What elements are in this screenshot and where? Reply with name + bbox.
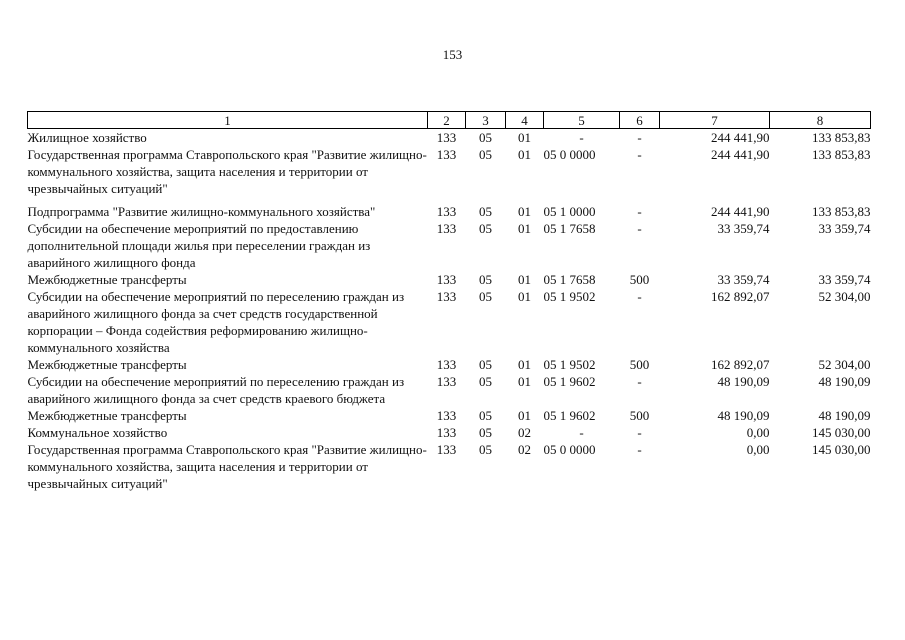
cell-amount-7: 162 892,07	[711, 289, 770, 304]
cell-expense-type: -	[637, 221, 642, 236]
row-name: Государственная программа Ставропольского края "Развитие жилищно-коммунального хозяйства, защита населения и территории от чрезвычайных ситуаций"	[27, 442, 427, 491]
cell-amount-8: 145 030,00	[812, 442, 871, 457]
cell-section: 05	[479, 425, 492, 440]
cell-amount-7: 33 359,74	[717, 272, 770, 287]
column-header: 8	[770, 112, 871, 129]
cell-subsection: 01	[518, 204, 531, 219]
table-row	[28, 288, 871, 356]
table-row	[28, 373, 871, 407]
cell-amount-8: 145 030,00	[812, 425, 871, 440]
column-header: 1	[28, 112, 428, 129]
cell-amount-8: 52 304,00	[818, 357, 871, 372]
cell-subsection: 01	[518, 374, 531, 389]
row-name: Субсидии на обеспечение мероприятий по переселению граждан из аварийного жилищного фонда за счет средств государственной корпорации – Фонда содействия реформированию жилищно-коммунального хозяйства	[27, 289, 405, 355]
cell-target-code: 05 1 0000	[543, 204, 596, 219]
cell-ministry: 133	[436, 147, 457, 162]
row-name: Межбюджетные трансферты	[27, 272, 187, 287]
cell-ministry: 133	[436, 357, 457, 372]
cell-amount-8: 33 359,74	[818, 221, 871, 236]
cell-subsection: 01	[518, 357, 531, 372]
cell-target-code: 05 1 7658	[543, 221, 596, 236]
cell-amount-8: 133 853,83	[812, 204, 871, 219]
cell-target-code: -	[579, 425, 584, 440]
cell-amount-8: 33 359,74	[818, 272, 871, 287]
column-header: 3	[466, 112, 506, 129]
cell-ministry: 133	[436, 425, 457, 440]
cell-subsection: 01	[518, 130, 531, 145]
cell-amount-8: 48 190,09	[818, 374, 871, 389]
table-row	[28, 197, 871, 220]
cell-expense-type: 500	[629, 408, 650, 423]
cell-amount-8: 52 304,00	[818, 289, 871, 304]
cell-target-code: 05 1 9602	[543, 408, 596, 423]
cell-section: 05	[479, 204, 492, 219]
cell-section: 05	[479, 147, 492, 162]
cell-amount-7: 244 441,90	[711, 147, 770, 162]
table-row	[28, 271, 871, 288]
cell-amount-7: 48 190,09	[717, 408, 770, 423]
row-name: Межбюджетные трансферты	[27, 357, 187, 372]
cell-amount-7: 0,00	[746, 425, 770, 440]
cell-amount-8: 48 190,09	[818, 408, 871, 423]
cell-target-code: 05 1 9502	[543, 357, 596, 372]
cell-subsection: 01	[518, 147, 531, 162]
cell-expense-type: -	[637, 147, 642, 162]
header-row	[28, 112, 871, 129]
cell-ministry: 133	[436, 204, 457, 219]
cell-subsection: 01	[518, 289, 531, 304]
cell-section: 05	[479, 408, 492, 423]
row-name: Подпрограмма "Развитие жилищно-коммунального хозяйства"	[27, 204, 376, 219]
column-header: 7	[660, 112, 770, 129]
cell-expense-type: -	[637, 289, 642, 304]
cell-target-code: 05 1 9602	[543, 374, 596, 389]
cell-section: 05	[479, 289, 492, 304]
page-number: 153	[442, 47, 463, 62]
row-name: Межбюджетные трансферты	[27, 408, 187, 423]
cell-ministry: 133	[436, 289, 457, 304]
cell-ministry: 133	[436, 272, 457, 287]
table-row	[28, 407, 871, 424]
cell-ministry: 133	[436, 442, 457, 457]
cell-target-code: 05 1 7658	[543, 272, 596, 287]
cell-ministry: 133	[436, 130, 457, 145]
row-name: Субсидии на обеспечение мероприятий по предоставлению дополнительной площади жилья при переселении граждан из аварийного жилищного фонда	[27, 221, 371, 270]
cell-section: 05	[479, 442, 492, 457]
cell-section: 05	[479, 130, 492, 145]
row-name: Жилищное хозяйство	[27, 130, 147, 145]
cell-amount-7: 244 441,90	[711, 130, 770, 145]
cell-target-code: 05 0 0000	[543, 147, 596, 162]
cell-expense-type: 500	[629, 272, 650, 287]
cell-section: 05	[479, 221, 492, 236]
cell-amount-7: 0,00	[746, 442, 770, 457]
cell-amount-7: 33 359,74	[717, 221, 770, 236]
cell-expense-type: -	[637, 425, 642, 440]
row-name: Коммунальное хозяйство	[27, 425, 168, 440]
cell-expense-type: -	[637, 204, 642, 219]
column-header: 5	[544, 112, 620, 129]
cell-amount-7: 244 441,90	[711, 204, 770, 219]
table-row	[28, 129, 871, 147]
cell-target-code: 05 1 9502	[543, 289, 596, 304]
table-row	[28, 441, 871, 492]
row-name: Субсидии на обеспечение мероприятий по переселению граждан из аварийного жилищного фонда за счет средств краевого бюджета	[27, 374, 405, 406]
cell-subsection: 01	[518, 272, 531, 287]
cell-subsection: 02	[518, 442, 531, 457]
column-header: 6	[620, 112, 660, 129]
budget-table	[27, 111, 871, 492]
cell-subsection: 01	[518, 221, 531, 236]
cell-target-code: -	[579, 130, 584, 145]
cell-target-code: 05 0 0000	[543, 442, 596, 457]
cell-section: 05	[479, 374, 492, 389]
table-row	[28, 424, 871, 441]
cell-section: 05	[479, 357, 492, 372]
table-row	[28, 220, 871, 271]
cell-expense-type: -	[637, 374, 642, 389]
column-header: 2	[428, 112, 466, 129]
cell-ministry: 133	[436, 374, 457, 389]
cell-expense-type: 500	[629, 357, 650, 372]
table-row	[28, 146, 871, 197]
cell-section: 05	[479, 272, 492, 287]
cell-subsection: 01	[518, 408, 531, 423]
cell-amount-7: 48 190,09	[717, 374, 770, 389]
row-name: Государственная программа Ставропольского края "Развитие жилищно-коммунального хозяйства, защита населения и территории от чрезвычайных ситуаций"	[27, 147, 427, 196]
table-row	[28, 356, 871, 373]
cell-ministry: 133	[436, 408, 457, 423]
column-header: 4	[506, 112, 544, 129]
cell-amount-8: 133 853,83	[812, 130, 871, 145]
cell-ministry: 133	[436, 221, 457, 236]
cell-expense-type: -	[637, 442, 642, 457]
cell-amount-7: 162 892,07	[711, 357, 770, 372]
cell-expense-type: -	[637, 130, 642, 145]
cell-amount-8: 133 853,83	[812, 147, 871, 162]
cell-subsection: 02	[518, 425, 531, 440]
